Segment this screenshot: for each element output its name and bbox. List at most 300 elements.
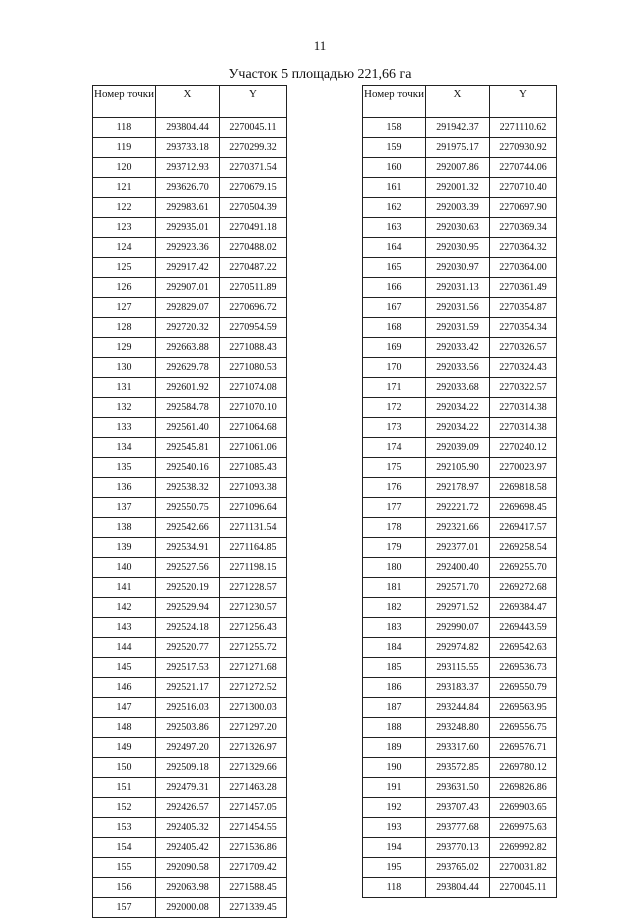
header-point-number: Номер точки (93, 86, 156, 118)
cell-point-number: 159 (363, 138, 426, 158)
cell-y: 2271326.97 (220, 738, 287, 758)
cell-point-number: 144 (93, 638, 156, 658)
cell-y: 2270314.38 (490, 398, 557, 418)
table-row (93, 798, 287, 818)
cell-x: 292001.32 (426, 178, 490, 198)
cell-y: 2269556.75 (490, 718, 557, 738)
table-row (93, 398, 287, 418)
cell-x: 292003.39 (426, 198, 490, 218)
cell-point-number: 132 (93, 398, 156, 418)
cell-x: 293244.84 (426, 698, 490, 718)
cell-y: 2270322.57 (490, 378, 557, 398)
cell-y: 2270930.92 (490, 138, 557, 158)
table-row (93, 318, 287, 338)
cell-y: 2270361.49 (490, 278, 557, 298)
cell-y: 2270488.02 (220, 238, 287, 258)
section-title: Участок 5 площадью 221,66 га (228, 67, 412, 82)
cell-x: 292974.82 (426, 638, 490, 658)
cell-y: 2271131.54 (220, 518, 287, 538)
cell-y: 2269975.63 (490, 818, 557, 838)
cell-x: 293804.44 (156, 118, 220, 138)
cell-x: 292584.78 (156, 398, 220, 418)
cell-x: 292545.81 (156, 438, 220, 458)
cell-y: 2269576.71 (490, 738, 557, 758)
cell-point-number: 172 (363, 398, 426, 418)
cell-y: 2271709.42 (220, 858, 287, 878)
cell-y: 2270299.32 (220, 138, 287, 158)
cell-point-number: 193 (363, 818, 426, 838)
cell-y: 2271110.62 (490, 118, 557, 138)
table-row (93, 458, 287, 478)
cell-y: 2271588.45 (220, 878, 287, 898)
table-row (93, 618, 287, 638)
cell-y: 2271230.57 (220, 598, 287, 618)
table-row (93, 598, 287, 618)
cell-y: 2271080.53 (220, 358, 287, 378)
cell-y: 2269536.73 (490, 658, 557, 678)
cell-point-number: 154 (93, 838, 156, 858)
cell-x: 292090.58 (156, 858, 220, 878)
header-x: X (156, 86, 220, 118)
cell-point-number: 192 (363, 798, 426, 818)
cell-x: 292540.16 (156, 458, 220, 478)
cell-y: 2269903.65 (490, 798, 557, 818)
table-row (93, 178, 287, 198)
cell-y: 2271070.10 (220, 398, 287, 418)
cell-y: 2269550.79 (490, 678, 557, 698)
cell-x: 292829.07 (156, 298, 220, 318)
coordinates-table-right (362, 85, 557, 898)
table-row (363, 158, 557, 178)
cell-point-number: 156 (93, 878, 156, 898)
cell-point-number: 135 (93, 458, 156, 478)
cell-x: 292030.63 (426, 218, 490, 238)
cell-x: 293317.60 (426, 738, 490, 758)
cell-y: 2270045.11 (490, 878, 557, 898)
table-row (93, 558, 287, 578)
cell-x: 293733.18 (156, 138, 220, 158)
table-row (363, 398, 557, 418)
cell-x: 292629.78 (156, 358, 220, 378)
cell-point-number: 186 (363, 678, 426, 698)
cell-x: 292520.19 (156, 578, 220, 598)
cell-point-number: 162 (363, 198, 426, 218)
cell-y: 2269563.95 (490, 698, 557, 718)
cell-x: 292400.40 (426, 558, 490, 578)
cell-x: 292030.95 (426, 238, 490, 258)
table-row (93, 358, 287, 378)
cell-y: 2271463.28 (220, 778, 287, 798)
cell-y: 2270354.87 (490, 298, 557, 318)
cell-point-number: 123 (93, 218, 156, 238)
table-row (93, 878, 287, 898)
cell-point-number: 189 (363, 738, 426, 758)
cell-x: 292509.18 (156, 758, 220, 778)
cell-y: 2271297.20 (220, 718, 287, 738)
cell-y: 2271061.06 (220, 438, 287, 458)
cell-x: 292321.66 (426, 518, 490, 538)
cell-y: 2270045.11 (220, 118, 287, 138)
table-row (93, 498, 287, 518)
cell-x: 292007.86 (426, 158, 490, 178)
cell-x: 293115.55 (426, 658, 490, 678)
cell-y: 2270364.00 (490, 258, 557, 278)
cell-x: 292517.53 (156, 658, 220, 678)
cell-x: 292720.32 (156, 318, 220, 338)
cell-y: 2271256.43 (220, 618, 287, 638)
cell-x: 292971.52 (426, 598, 490, 618)
cell-x: 292571.70 (426, 578, 490, 598)
table-row (363, 838, 557, 858)
cell-point-number: 142 (93, 598, 156, 618)
cell-x: 292063.98 (156, 878, 220, 898)
cell-y: 2271085.43 (220, 458, 287, 478)
cell-point-number: 169 (363, 338, 426, 358)
cell-x: 293770.13 (426, 838, 490, 858)
cell-y: 2271536.86 (220, 838, 287, 858)
cell-x: 293572.85 (426, 758, 490, 778)
table-row (363, 738, 557, 758)
cell-y: 2271093.38 (220, 478, 287, 498)
table-row (363, 118, 557, 138)
cell-y: 2270487.22 (220, 258, 287, 278)
table-row (93, 378, 287, 398)
cell-point-number: 153 (93, 818, 156, 838)
cell-y: 2269255.70 (490, 558, 557, 578)
cell-x: 292516.03 (156, 698, 220, 718)
cell-point-number: 157 (93, 898, 156, 918)
cell-point-number: 122 (93, 198, 156, 218)
cell-point-number: 126 (93, 278, 156, 298)
table-row (363, 238, 557, 258)
table-row (363, 818, 557, 838)
cell-y: 2270324.43 (490, 358, 557, 378)
table-row (363, 658, 557, 678)
cell-point-number: 131 (93, 378, 156, 398)
table-row (363, 758, 557, 778)
cell-y: 2269443.59 (490, 618, 557, 638)
cell-y: 2271198.15 (220, 558, 287, 578)
cell-point-number: 147 (93, 698, 156, 718)
cell-x: 292663.88 (156, 338, 220, 358)
cell-y: 2270697.90 (490, 198, 557, 218)
cell-y: 2270371.54 (220, 158, 287, 178)
cell-x: 292527.56 (156, 558, 220, 578)
cell-point-number: 165 (363, 258, 426, 278)
cell-point-number: 152 (93, 798, 156, 818)
cell-point-number: 118 (93, 118, 156, 138)
cell-y: 2271300.03 (220, 698, 287, 718)
cell-x: 293248.80 (426, 718, 490, 738)
cell-x: 292561.40 (156, 418, 220, 438)
table-row (363, 518, 557, 538)
table-row (363, 198, 557, 218)
cell-x: 292031.13 (426, 278, 490, 298)
cell-x: 292538.32 (156, 478, 220, 498)
cell-point-number: 121 (93, 178, 156, 198)
cell-y: 2270314.38 (490, 418, 557, 438)
table-row (363, 718, 557, 738)
table-row (93, 818, 287, 838)
cell-y: 2271064.68 (220, 418, 287, 438)
cell-x: 292542.66 (156, 518, 220, 538)
table-row (363, 218, 557, 238)
cell-y: 2269542.63 (490, 638, 557, 658)
cell-point-number: 129 (93, 338, 156, 358)
cell-x: 292405.42 (156, 838, 220, 858)
cell-x: 292529.94 (156, 598, 220, 618)
cell-y: 2269698.45 (490, 498, 557, 518)
page-number: 11 (313, 38, 327, 53)
table-row (93, 218, 287, 238)
cell-point-number: 178 (363, 518, 426, 538)
cell-point-number: 127 (93, 298, 156, 318)
cell-y: 2270679.15 (220, 178, 287, 198)
table-row (93, 758, 287, 778)
cell-point-number: 130 (93, 358, 156, 378)
header-point-number: Номер точки (363, 86, 426, 118)
table-row (93, 578, 287, 598)
cell-y: 2271454.55 (220, 818, 287, 838)
cell-x: 292497.20 (156, 738, 220, 758)
cell-point-number: 143 (93, 618, 156, 638)
cell-x: 292917.42 (156, 258, 220, 278)
cell-point-number: 150 (93, 758, 156, 778)
cell-point-number: 166 (363, 278, 426, 298)
cell-y: 2269780.12 (490, 758, 557, 778)
cell-y: 2271088.43 (220, 338, 287, 358)
cell-point-number: 120 (93, 158, 156, 178)
cell-point-number: 191 (363, 778, 426, 798)
cell-y: 2269826.86 (490, 778, 557, 798)
table-row (93, 298, 287, 318)
cell-point-number: 168 (363, 318, 426, 338)
cell-x: 292479.31 (156, 778, 220, 798)
cell-x: 292031.56 (426, 298, 490, 318)
cell-point-number: 118 (363, 878, 426, 898)
cell-y: 2269992.82 (490, 838, 557, 858)
cell-x: 292520.77 (156, 638, 220, 658)
cell-point-number: 187 (363, 698, 426, 718)
table-row (93, 438, 287, 458)
cell-x: 292377.01 (426, 538, 490, 558)
cell-point-number: 124 (93, 238, 156, 258)
cell-point-number: 128 (93, 318, 156, 338)
table-header-row (93, 86, 287, 118)
table-row (363, 478, 557, 498)
cell-point-number: 160 (363, 158, 426, 178)
cell-y: 2270369.34 (490, 218, 557, 238)
cell-point-number: 140 (93, 558, 156, 578)
cell-x: 293804.44 (426, 878, 490, 898)
cell-x: 293183.37 (426, 678, 490, 698)
cell-point-number: 179 (363, 538, 426, 558)
cell-y: 2269818.58 (490, 478, 557, 498)
cell-x: 292221.72 (426, 498, 490, 518)
table-row (363, 538, 557, 558)
table-row (93, 838, 287, 858)
cell-y: 2270354.34 (490, 318, 557, 338)
table-row (363, 258, 557, 278)
cell-y: 2270696.72 (220, 298, 287, 318)
cell-point-number: 134 (93, 438, 156, 458)
cell-point-number: 188 (363, 718, 426, 738)
cell-point-number: 146 (93, 678, 156, 698)
cell-x: 292033.68 (426, 378, 490, 398)
cell-y: 2271096.64 (220, 498, 287, 518)
table-row (93, 158, 287, 178)
cell-x: 292550.75 (156, 498, 220, 518)
cell-x: 293765.02 (426, 858, 490, 878)
cell-y: 2270511.89 (220, 278, 287, 298)
table-row (363, 578, 557, 598)
cell-y: 2270744.06 (490, 158, 557, 178)
cell-point-number: 167 (363, 298, 426, 318)
cell-point-number: 161 (363, 178, 426, 198)
table-row (363, 278, 557, 298)
cell-x: 293626.70 (156, 178, 220, 198)
cell-y: 2271255.72 (220, 638, 287, 658)
cell-point-number: 158 (363, 118, 426, 138)
cell-point-number: 183 (363, 618, 426, 638)
cell-x: 292521.17 (156, 678, 220, 698)
cell-point-number: 163 (363, 218, 426, 238)
cell-y: 2269417.57 (490, 518, 557, 538)
table-row (363, 458, 557, 478)
table-row (93, 698, 287, 718)
cell-x: 292034.22 (426, 398, 490, 418)
table-row (93, 418, 287, 438)
table-row (363, 378, 557, 398)
cell-point-number: 133 (93, 418, 156, 438)
table-row (93, 338, 287, 358)
cell-point-number: 155 (93, 858, 156, 878)
cell-y: 2271339.45 (220, 898, 287, 918)
cell-point-number: 136 (93, 478, 156, 498)
cell-x: 292983.61 (156, 198, 220, 218)
table-row (363, 178, 557, 198)
table-row (93, 638, 287, 658)
cell-x: 293631.50 (426, 778, 490, 798)
cell-point-number: 180 (363, 558, 426, 578)
table-row (363, 318, 557, 338)
cell-point-number: 177 (363, 498, 426, 518)
cell-x: 293707.43 (426, 798, 490, 818)
cell-y: 2270710.40 (490, 178, 557, 198)
cell-x: 292935.01 (156, 218, 220, 238)
cell-point-number: 151 (93, 778, 156, 798)
table-row (363, 858, 557, 878)
cell-y: 2270326.57 (490, 338, 557, 358)
cell-y: 2270031.82 (490, 858, 557, 878)
cell-x: 291975.17 (426, 138, 490, 158)
cell-x: 292923.36 (156, 238, 220, 258)
table-row (363, 558, 557, 578)
table-row (363, 298, 557, 318)
cell-point-number: 184 (363, 638, 426, 658)
cell-point-number: 182 (363, 598, 426, 618)
cell-point-number: 138 (93, 518, 156, 538)
table-row (363, 878, 557, 898)
table-row (93, 198, 287, 218)
table-row (93, 518, 287, 538)
cell-x: 292601.92 (156, 378, 220, 398)
cell-x: 292033.42 (426, 338, 490, 358)
table-row (93, 478, 287, 498)
table-row (363, 618, 557, 638)
table-row (93, 138, 287, 158)
cell-y: 2271228.57 (220, 578, 287, 598)
cell-point-number: 190 (363, 758, 426, 778)
cell-y: 2271457.05 (220, 798, 287, 818)
coordinates-table-left (92, 85, 287, 918)
cell-point-number: 195 (363, 858, 426, 878)
cell-x: 291942.37 (426, 118, 490, 138)
table-row (93, 538, 287, 558)
cell-x: 292503.86 (156, 718, 220, 738)
cell-point-number: 141 (93, 578, 156, 598)
cell-x: 293777.68 (426, 818, 490, 838)
cell-point-number: 174 (363, 438, 426, 458)
cell-point-number: 194 (363, 838, 426, 858)
table-row (93, 898, 287, 918)
cell-x: 292033.56 (426, 358, 490, 378)
cell-y: 2270491.18 (220, 218, 287, 238)
cell-point-number: 175 (363, 458, 426, 478)
cell-x: 292534.91 (156, 538, 220, 558)
table-header-row (363, 86, 557, 118)
cell-point-number: 139 (93, 538, 156, 558)
cell-point-number: 145 (93, 658, 156, 678)
cell-y: 2271271.68 (220, 658, 287, 678)
cell-x: 292524.18 (156, 618, 220, 638)
cell-y: 2269272.68 (490, 578, 557, 598)
cell-y: 2271272.52 (220, 678, 287, 698)
table-row (93, 258, 287, 278)
table-row (363, 778, 557, 798)
cell-y: 2270240.12 (490, 438, 557, 458)
cell-y: 2269384.47 (490, 598, 557, 618)
cell-y: 2271074.08 (220, 378, 287, 398)
table-row (93, 678, 287, 698)
table-row (363, 678, 557, 698)
cell-point-number: 176 (363, 478, 426, 498)
cell-x: 292178.97 (426, 478, 490, 498)
cell-point-number: 185 (363, 658, 426, 678)
cell-x: 292039.09 (426, 438, 490, 458)
table-row (93, 858, 287, 878)
cell-point-number: 148 (93, 718, 156, 738)
cell-x: 292426.57 (156, 798, 220, 818)
table-row (363, 498, 557, 518)
table-row (363, 418, 557, 438)
table-row (93, 278, 287, 298)
cell-point-number: 171 (363, 378, 426, 398)
table-row (363, 338, 557, 358)
table-row (363, 438, 557, 458)
cell-x: 292034.22 (426, 418, 490, 438)
table-row (363, 638, 557, 658)
cell-y: 2271164.85 (220, 538, 287, 558)
table-row (93, 238, 287, 258)
header-y: Y (490, 86, 557, 118)
table-row (363, 698, 557, 718)
table-row (93, 778, 287, 798)
cell-point-number: 173 (363, 418, 426, 438)
cell-point-number: 125 (93, 258, 156, 278)
cell-x: 292907.01 (156, 278, 220, 298)
cell-y: 2270504.39 (220, 198, 287, 218)
